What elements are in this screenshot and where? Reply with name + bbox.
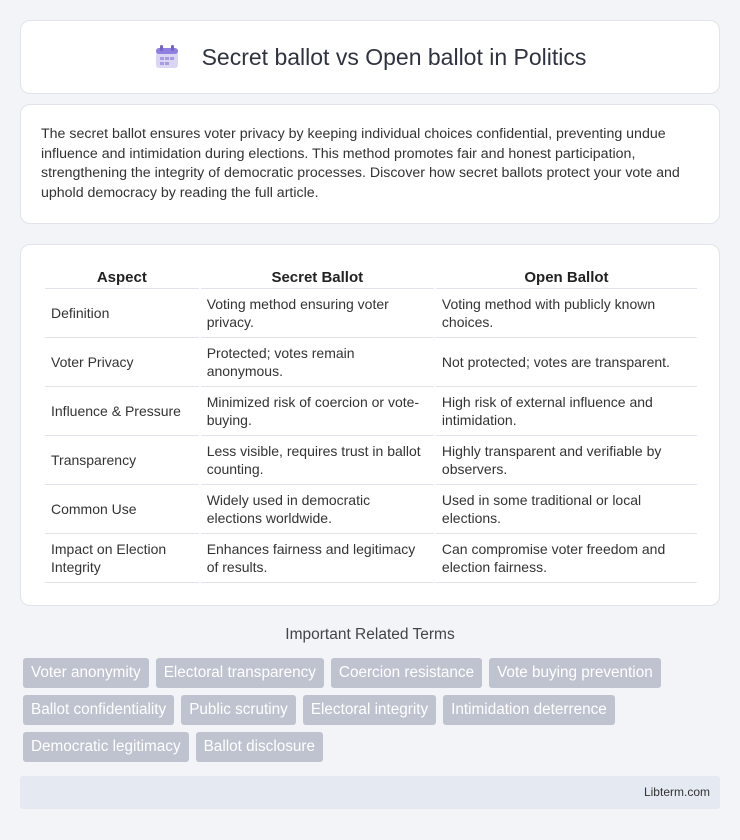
related-term-tag[interactable]: Ballot confidentiality [23,695,174,725]
related-term-tag[interactable]: Intimidation deterrence [443,695,615,725]
footer [20,776,720,809]
secret-ballot-cell: Minimized risk of coercion or vote-buying. [201,387,434,436]
table-row [45,485,697,534]
aspect-cell: Common Use [45,485,199,534]
table-header-row [45,267,697,289]
comparison-table [43,267,699,583]
related-terms-list [23,658,719,762]
related-term-tag[interactable]: Voter anonymity [23,658,149,688]
secret-ballot-cell: Voting method ensuring voter privacy. [201,289,434,338]
secret-ballot-cell: Less visible, requires trust in ballot counting. [201,436,434,485]
intro-card [20,104,720,224]
footer-site-link[interactable]: Libterm.com [643,785,710,799]
page-title: Secret ballot vs Open ballot in Politics [201,43,587,70]
open-ballot-cell: Voting method with publicly known choices. [436,289,697,338]
open-ballot-cell: Not protected; votes are transparent. [436,338,697,387]
secret-ballot-cell: Widely used in democratic elections worldwide. [201,485,434,534]
related-term-tag[interactable]: Coercion resistance [331,658,482,688]
aspect-cell: Definition [45,289,199,338]
calendar-icon [154,44,180,70]
intro-text: The secret ballot ensures voter privacy by keeping individual choices confidential, preventing undue influence and intimidation during elections. This method promotes fair and honest participation, strengthening the integrity of democratic processes. Discover how secret ballots protect your vote and uphold democracy by reading the full article. [41,126,680,201]
related-term-tag[interactable]: Vote buying prevention [489,658,661,688]
open-ballot-cell: Used in some traditional or local elections. [436,485,697,534]
aspect-cell: Impact on Election Integrity [45,534,199,583]
open-ballot-cell: Highly transparent and verifiable by observers. [436,436,697,485]
aspect-cell: Voter Privacy [45,338,199,387]
related-term-tag[interactable]: Electoral transparency [156,658,324,688]
aspect-cell: Influence & Pressure [45,387,199,436]
table-row [45,534,697,583]
column-header: Open Ballot [436,267,697,289]
comparison-card [20,244,720,606]
column-header: Secret Ballot [201,267,434,289]
related-term-tag[interactable]: Democratic legitimacy [23,732,189,762]
secret-ballot-cell: Enhances fairness and legitimacy of results. [201,534,434,583]
table-row [45,338,697,387]
related-term-tag[interactable]: Electoral integrity [303,695,436,725]
table-row [45,387,697,436]
open-ballot-cell: Can compromise voter freedom and election fairness. [436,534,697,583]
related-term-tag[interactable]: Public scrutiny [181,695,296,725]
related-term-tag[interactable]: Ballot disclosure [196,732,323,762]
header-card [20,20,720,94]
table-row [45,289,697,338]
table-row [45,436,697,485]
column-header: Aspect [45,267,199,289]
secret-ballot-cell: Protected; votes remain anonymous. [201,338,434,387]
aspect-cell: Transparency [45,436,199,485]
open-ballot-cell: High risk of external influence and intimidation. [436,387,697,436]
related-terms-title: Important Related Terms [285,626,455,643]
